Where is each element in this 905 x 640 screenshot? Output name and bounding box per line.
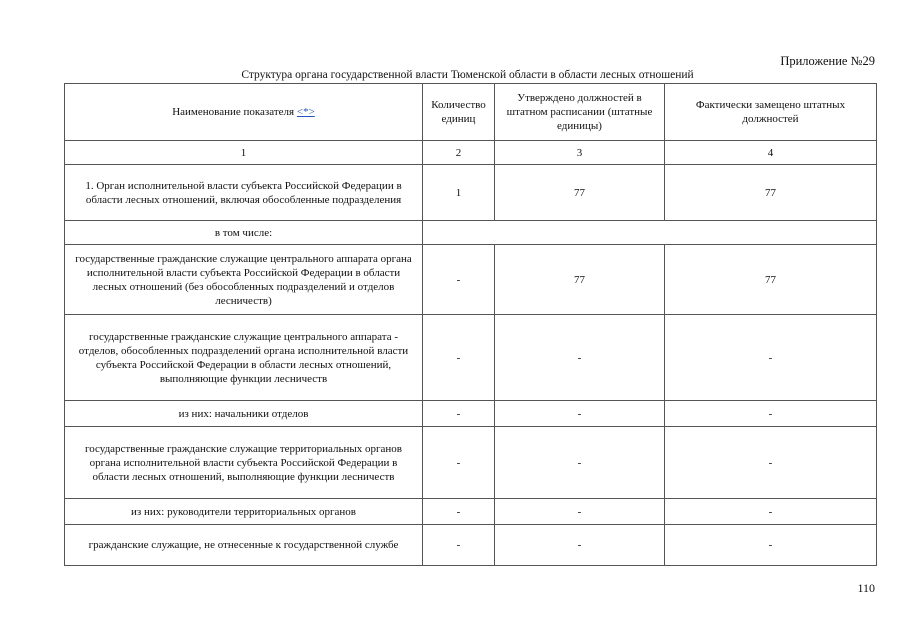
header-count: Количество единиц: [423, 84, 495, 141]
table-row: [65, 427, 877, 499]
row-approved: 77: [495, 165, 665, 221]
row-approved: -: [495, 525, 665, 566]
row-count: -: [423, 525, 495, 566]
row-count: 1: [423, 165, 495, 221]
row-count: -: [423, 499, 495, 525]
row-name: в том числе:: [65, 221, 423, 245]
header-name-label: Наименование показателя: [172, 106, 295, 118]
row-approved: -: [495, 427, 665, 499]
row-name: государственные гражданские служащие территориальных органов органа исполнительной власти субъекта Российской Федерации в области лесных отношений, выполняющие функции лесничеств: [65, 427, 423, 499]
page-number: 110: [857, 581, 875, 595]
row-actual: 77: [665, 165, 877, 221]
row-name: государственные гражданские служащие центрального аппарата органа исполнительной власти субъекта Российской Федерации в области лесных отношений (без обособленных подразделений и отделов лесничеств): [65, 245, 423, 315]
table-row: [65, 499, 877, 525]
column-number: 3: [495, 141, 665, 165]
column-number: 1: [65, 141, 423, 165]
row-name: государственные гражданские служащие центрального аппарата - отделов, обособленных подразделений органа исполнительной власти субъекта Российской Федерации в области лесных отношений, выполняющие функции лесничеств: [65, 315, 423, 401]
table-row: [65, 165, 877, 221]
row-name: 1. Орган исполнительной власти субъекта Российской Федерации в области лесных отношений, включая обособленные подразделения: [65, 165, 423, 221]
row-count: -: [423, 315, 495, 401]
row-approved: -: [495, 499, 665, 525]
row-actual: -: [665, 499, 877, 525]
row-name: из них: начальники отделов: [65, 401, 423, 427]
row-approved: -: [495, 401, 665, 427]
column-number: 4: [665, 141, 877, 165]
row-actual: -: [665, 525, 877, 566]
header-actual: Фактически замещено штатных должностей: [665, 84, 877, 141]
header-approved: Утверждено должностей в штатном расписании (штатные единицы): [495, 84, 665, 141]
table-row: [65, 401, 877, 427]
row-name: из них: руководители территориальных органов: [65, 499, 423, 525]
row-name: гражданские служащие, не отнесенные к государственной службе: [65, 525, 423, 566]
footnote-link[interactable]: <*>: [296, 106, 315, 118]
table-row: [65, 525, 877, 566]
appendix-label: Приложение №29: [780, 54, 875, 68]
row-approved: -: [495, 315, 665, 401]
structure-table: [64, 83, 877, 566]
row-actual: -: [665, 315, 877, 401]
row-actual: -: [665, 427, 877, 499]
header-row: [65, 84, 877, 141]
row-empty: [423, 221, 877, 245]
row-count: -: [423, 427, 495, 499]
table-row: [65, 245, 877, 315]
row-count: -: [423, 245, 495, 315]
table-row: [65, 221, 877, 245]
row-count: -: [423, 401, 495, 427]
header-name: [65, 84, 423, 141]
column-number: 2: [423, 141, 495, 165]
document-title: Структура органа государственной власти Тюменской области в области лесных отношений: [241, 69, 694, 81]
column-number-row: [65, 141, 877, 165]
row-actual: 77: [665, 245, 877, 315]
row-approved: 77: [495, 245, 665, 315]
row-actual: -: [665, 401, 877, 427]
table-row: [65, 315, 877, 401]
